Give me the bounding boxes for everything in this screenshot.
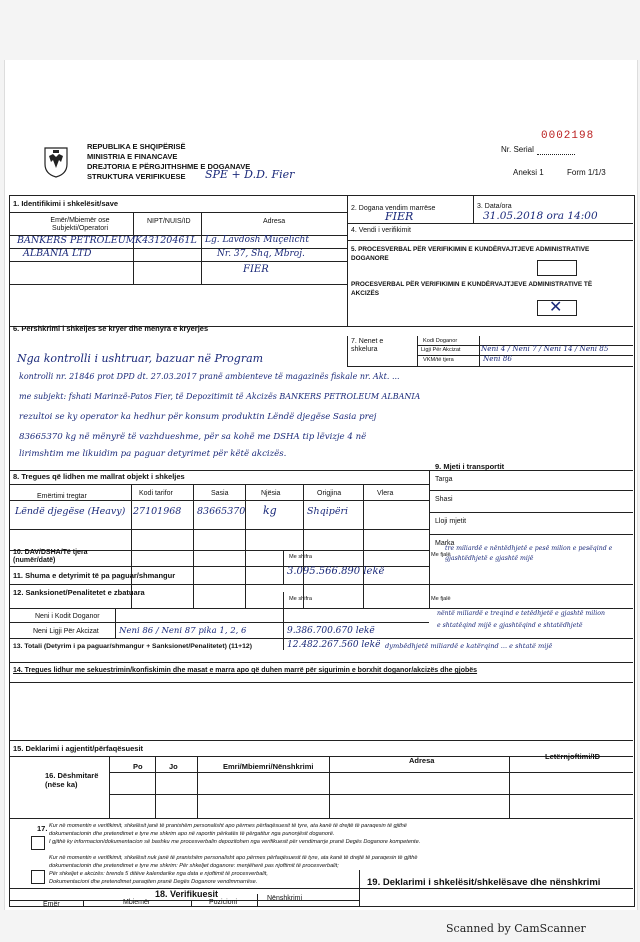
s1-col-name: Emër/Mbiemër ose Subjekti/Operatori xyxy=(50,217,110,232)
s12-row-ligji: Neni Ligji Për Akcizat xyxy=(33,628,99,635)
coat-of-arms-icon xyxy=(43,146,69,178)
s13-fjale-hand: dymbëdhjetë miliardë e katërqind ... e shtatë mijë xyxy=(385,642,553,650)
s7-row-vkm: VKM/të tjera xyxy=(423,357,454,363)
s17-line-7: Dokumentacioni dhe pretendimet paraqiten pranë Degës Doganore vendimmarrëse. xyxy=(49,879,258,885)
s2-label: 2. Dogana vendim marrëse xyxy=(351,205,436,212)
header-structure-hand: SPE + D.D. Fier xyxy=(205,168,295,181)
s1-right-divider xyxy=(347,196,348,326)
header-structure-label: STRUKTURA VERIFIKUESE xyxy=(87,172,186,181)
header-republic: REPUBLIKA E SHQIPËRISË xyxy=(87,142,186,151)
s6-label: 6. Përshkrimi i shkeljes së kryer dhe mënyra e kryerjes xyxy=(13,324,209,333)
s12-fjale-label: Me fjalë xyxy=(431,596,451,602)
s12-row2-hand: Neni 86 / Neni 87 pika 1, 2, 6 xyxy=(119,626,247,636)
serial-dotted-line xyxy=(537,146,575,155)
s6-line-3: me subjekt: fshati Marinzë-Patos Fier, të Depozitimit të Akcizës BANKERS PETROLEUM ALBANIA xyxy=(19,392,421,401)
form-label: Form 1/1/3 xyxy=(567,168,606,177)
s13-label: 13. Totali (Detyrim i pa paguar/shmangur + Sanksionet/Penalitetet) (11+12) xyxy=(13,643,252,650)
s16-col-address: Adresa xyxy=(409,756,435,765)
s15-label: 15. Deklarimi i agjentit/përfaqësuesit xyxy=(13,744,144,753)
s17-line-2: dokumentacionin dhe pretendimet e tyre me shkrim apo në raportin përkatës të përgatitur nga punonjësit doganorë. xyxy=(49,831,335,837)
s7-hand-1: Neni 4 / Neni 7 / Neni 14 / Neni 85 xyxy=(481,344,609,353)
s7-hand-2: Neni 86 xyxy=(483,354,512,363)
s1-name-hand-1: BANKERS PETROLEUM xyxy=(17,235,136,246)
s8-col-code: Kodi tarifor xyxy=(139,490,173,497)
s11-shifra-hand: 3.095.566.890 lekë xyxy=(287,566,385,577)
s17-line-1: Kur në momentin e verifikimit, shkelësit janë të pranishëm personalisht apo përmes përfaqësuesit të tyre, ata kanë të drejtë të paraqesin të gjithë xyxy=(49,823,407,829)
s8-col-qty: Sasia xyxy=(211,490,229,497)
header-directorate: DREJTORIA E PËRGJITHSHME E DOGANAVE xyxy=(87,162,251,171)
serial-number: 0002198 xyxy=(541,130,595,142)
s1-label: 1. Identifikimi i shkelësit/save xyxy=(13,199,119,208)
s8-row-unit: kg xyxy=(263,504,277,517)
s17-line-3: I gjithë ky informacion/dokumentacion së bashku me procesverbalin depozitohen nga verifikuesit për vendimarrje pranë Degës Doganore kompetente. xyxy=(49,839,421,845)
s17-checkbox-present xyxy=(31,836,45,850)
s9-row-marka: Marka xyxy=(435,540,455,547)
s12-fjale-hand-2: e shtatëqind mijë e gjashtëqind e shtatëdhjetë xyxy=(437,622,583,629)
s1-col-nipt: NIPT/NUIS/ID xyxy=(147,218,191,225)
s8-row-name: Lëndë djegëse (Heavy) xyxy=(15,506,126,517)
s18-col-surname: Mbiemër xyxy=(123,899,151,906)
scanner-watermark: Scanned by CamScanner xyxy=(446,922,586,935)
s16-jo: Jo xyxy=(169,762,178,771)
s6-line-2: kontrolli nr. 21846 prot DPD dt. 27.03.2017 pranë ambienteve të magazinës fiskale nr. Akt. ... xyxy=(19,372,400,381)
s17-line-4: Kur në momentin e verifikimit, shkelësit nuk janë të pranishëm personalisht apo përmes përfaqësuesit të tyre, ata kanë të drejtë të paraqesin të gjithë xyxy=(49,855,418,861)
s17-line-5: dokumentacionin dhe pretendimet e tyre me shkrim: Për shkeljet doganore: menjëherë pas njoftimit të procesverbalit; xyxy=(49,863,339,869)
s1-col-addr: Adresa xyxy=(263,218,286,225)
s11-fjale-label: Me fjalë xyxy=(431,552,451,558)
s11-shifra-label: Me shifra xyxy=(289,554,313,560)
s8-col-origin: Origjina xyxy=(317,490,342,497)
s4-label: 4. Vendi i verifikimit xyxy=(351,227,411,234)
s17-label: 17. xyxy=(37,824,48,833)
s6-line-4: rezultoi se ky operator ka hedhur për konsum produktin Lëndë djegëse Sasia prej xyxy=(19,412,377,422)
s18-col-signature: Nënshkrimi xyxy=(267,895,303,902)
s18-col-position: Pozicioni xyxy=(209,899,238,906)
s13-shifra-hand: 12.482.267.560 lekë xyxy=(287,640,381,650)
s5-label: 5. PROCESVERBAL PËR VERIFIKIMIN E KUNDËRVAJTJEVE ADMINISTRATIVE DOGANORE xyxy=(351,246,590,262)
s16-label: 16. Dëshmitarë (nëse ka) xyxy=(45,771,99,789)
s7-row-ligji: Ligji Për Akcizat xyxy=(421,347,461,353)
s12-fjale-hand-1: nëntë miliardë e treqind e tetëdhjetë e gjashtë milion xyxy=(437,610,605,617)
form-paper xyxy=(4,60,638,910)
s8-col-unit: Njësia xyxy=(261,490,281,497)
s6-line-5: 83665370 kg në mënyrë të vazhdueshme, për sa kohë me DSHA tip lëvizje 4 në xyxy=(19,432,367,442)
s11-fjale-hand: tre miliardë e nëntëdhjetë e pesë milion e pesëqind e gjashtëdhjetë e gjashtë mijë xyxy=(445,545,613,562)
s11-label: 11. Shuma e detyrimit të pa paguar/shmangur xyxy=(13,571,176,580)
annex-label: Aneksi 1 xyxy=(513,168,544,177)
s1-nipt-hand: K43120461L xyxy=(135,235,197,246)
s9-row-lloji: Lloji mjetit xyxy=(435,518,467,525)
s10-label: 10. DAV/DSHA/Të tjera (numër/datë) xyxy=(13,549,88,564)
s2-hand: FIER xyxy=(385,210,414,223)
s16-col-name: Emri/Mbiemri/Nënshkrimi xyxy=(223,762,314,771)
s6-line-6: lirimshtim me likuidim pa paguar detyrimet për këtë akcizës. xyxy=(19,449,287,459)
s7-label: 7. Nenet e shkelura xyxy=(351,338,384,353)
s5b-mark: ✕ xyxy=(549,297,563,316)
s17-checkbox-absent xyxy=(31,870,45,884)
s18-label: 18. Verifikuesit xyxy=(155,889,219,899)
s8-row-qty: 83665370 xyxy=(197,506,246,517)
s1-addr-hand-2: Nr. 37, Shq, Mbroj. xyxy=(217,249,305,259)
s9-row-targa: Targa xyxy=(435,476,453,483)
s9-label: 9. Mjeti i transportit xyxy=(435,462,505,471)
s14-label: 14. Tregues lidhur me sekuestrimin/konfiskimin dhe masat e marra apo që duhen marrë për sigurimin e borxhit doganor/akcizës dhe gjobës xyxy=(13,667,478,674)
s12-shifra-hand: 9.386.700.670 lekë xyxy=(287,626,375,636)
header-ministry: MINISTRIA E FINANCAVE xyxy=(87,152,178,161)
s8-row-origin: Shqipëri xyxy=(307,506,349,517)
s3-label: 3. Data/ora xyxy=(477,203,512,210)
s1-name-hand-2: ALBANIA LTD xyxy=(23,248,92,259)
s12-shifra-label: Me shifra xyxy=(289,596,313,602)
s12-label: 12. Sanksionet/Penalitetet e zbatuara xyxy=(13,588,145,597)
s1-addr-hand-1: Lg. Lavdosh Muçelicht xyxy=(205,235,309,245)
s1-addr-hand-3: FIER xyxy=(243,264,269,275)
s9-row-shasi: Shasi xyxy=(435,496,453,503)
s17-line-6: Për shkeljet e akcizës: brenda 5 ditëve kalendarike nga data e njoftimit të procesverbalit, xyxy=(49,871,268,877)
s18-col-name: Emër xyxy=(43,901,60,908)
s8-row-code: 27101968 xyxy=(133,506,182,517)
s16-po: Po xyxy=(133,762,143,771)
s19-label: 19. Deklarimi i shkelësit/shkelësave dhe nënshkrimi xyxy=(367,877,601,888)
s16-col-id: Letërnjoftimi/ID xyxy=(545,752,601,761)
s3-hand: 31.05.2018 ora 14:00 xyxy=(483,210,598,222)
s5-checkbox xyxy=(537,260,577,276)
s7-row-kodi: Kodi Doganor xyxy=(423,338,458,344)
s5b-label: PROCESVERBAL PËR VERIFIKIMIN E KUNDËRVAJTJEVE ADMINISTRATIVE TË AKCIZËS xyxy=(351,281,593,297)
s8-col-value: Vlera xyxy=(377,490,394,497)
s12-row-kodi: Neni i Kodit Doganor xyxy=(35,613,100,620)
s8-label: 8. Tregues që lidhen me mallrat objekt i shkeljes xyxy=(13,472,185,481)
s8-col-name: Emërtimi tregtar xyxy=(37,493,87,500)
s6-line-1: Nga kontrolli i ushtruar, bazuar në Program xyxy=(17,352,264,365)
serial-label: Nr. Serial xyxy=(501,145,534,154)
